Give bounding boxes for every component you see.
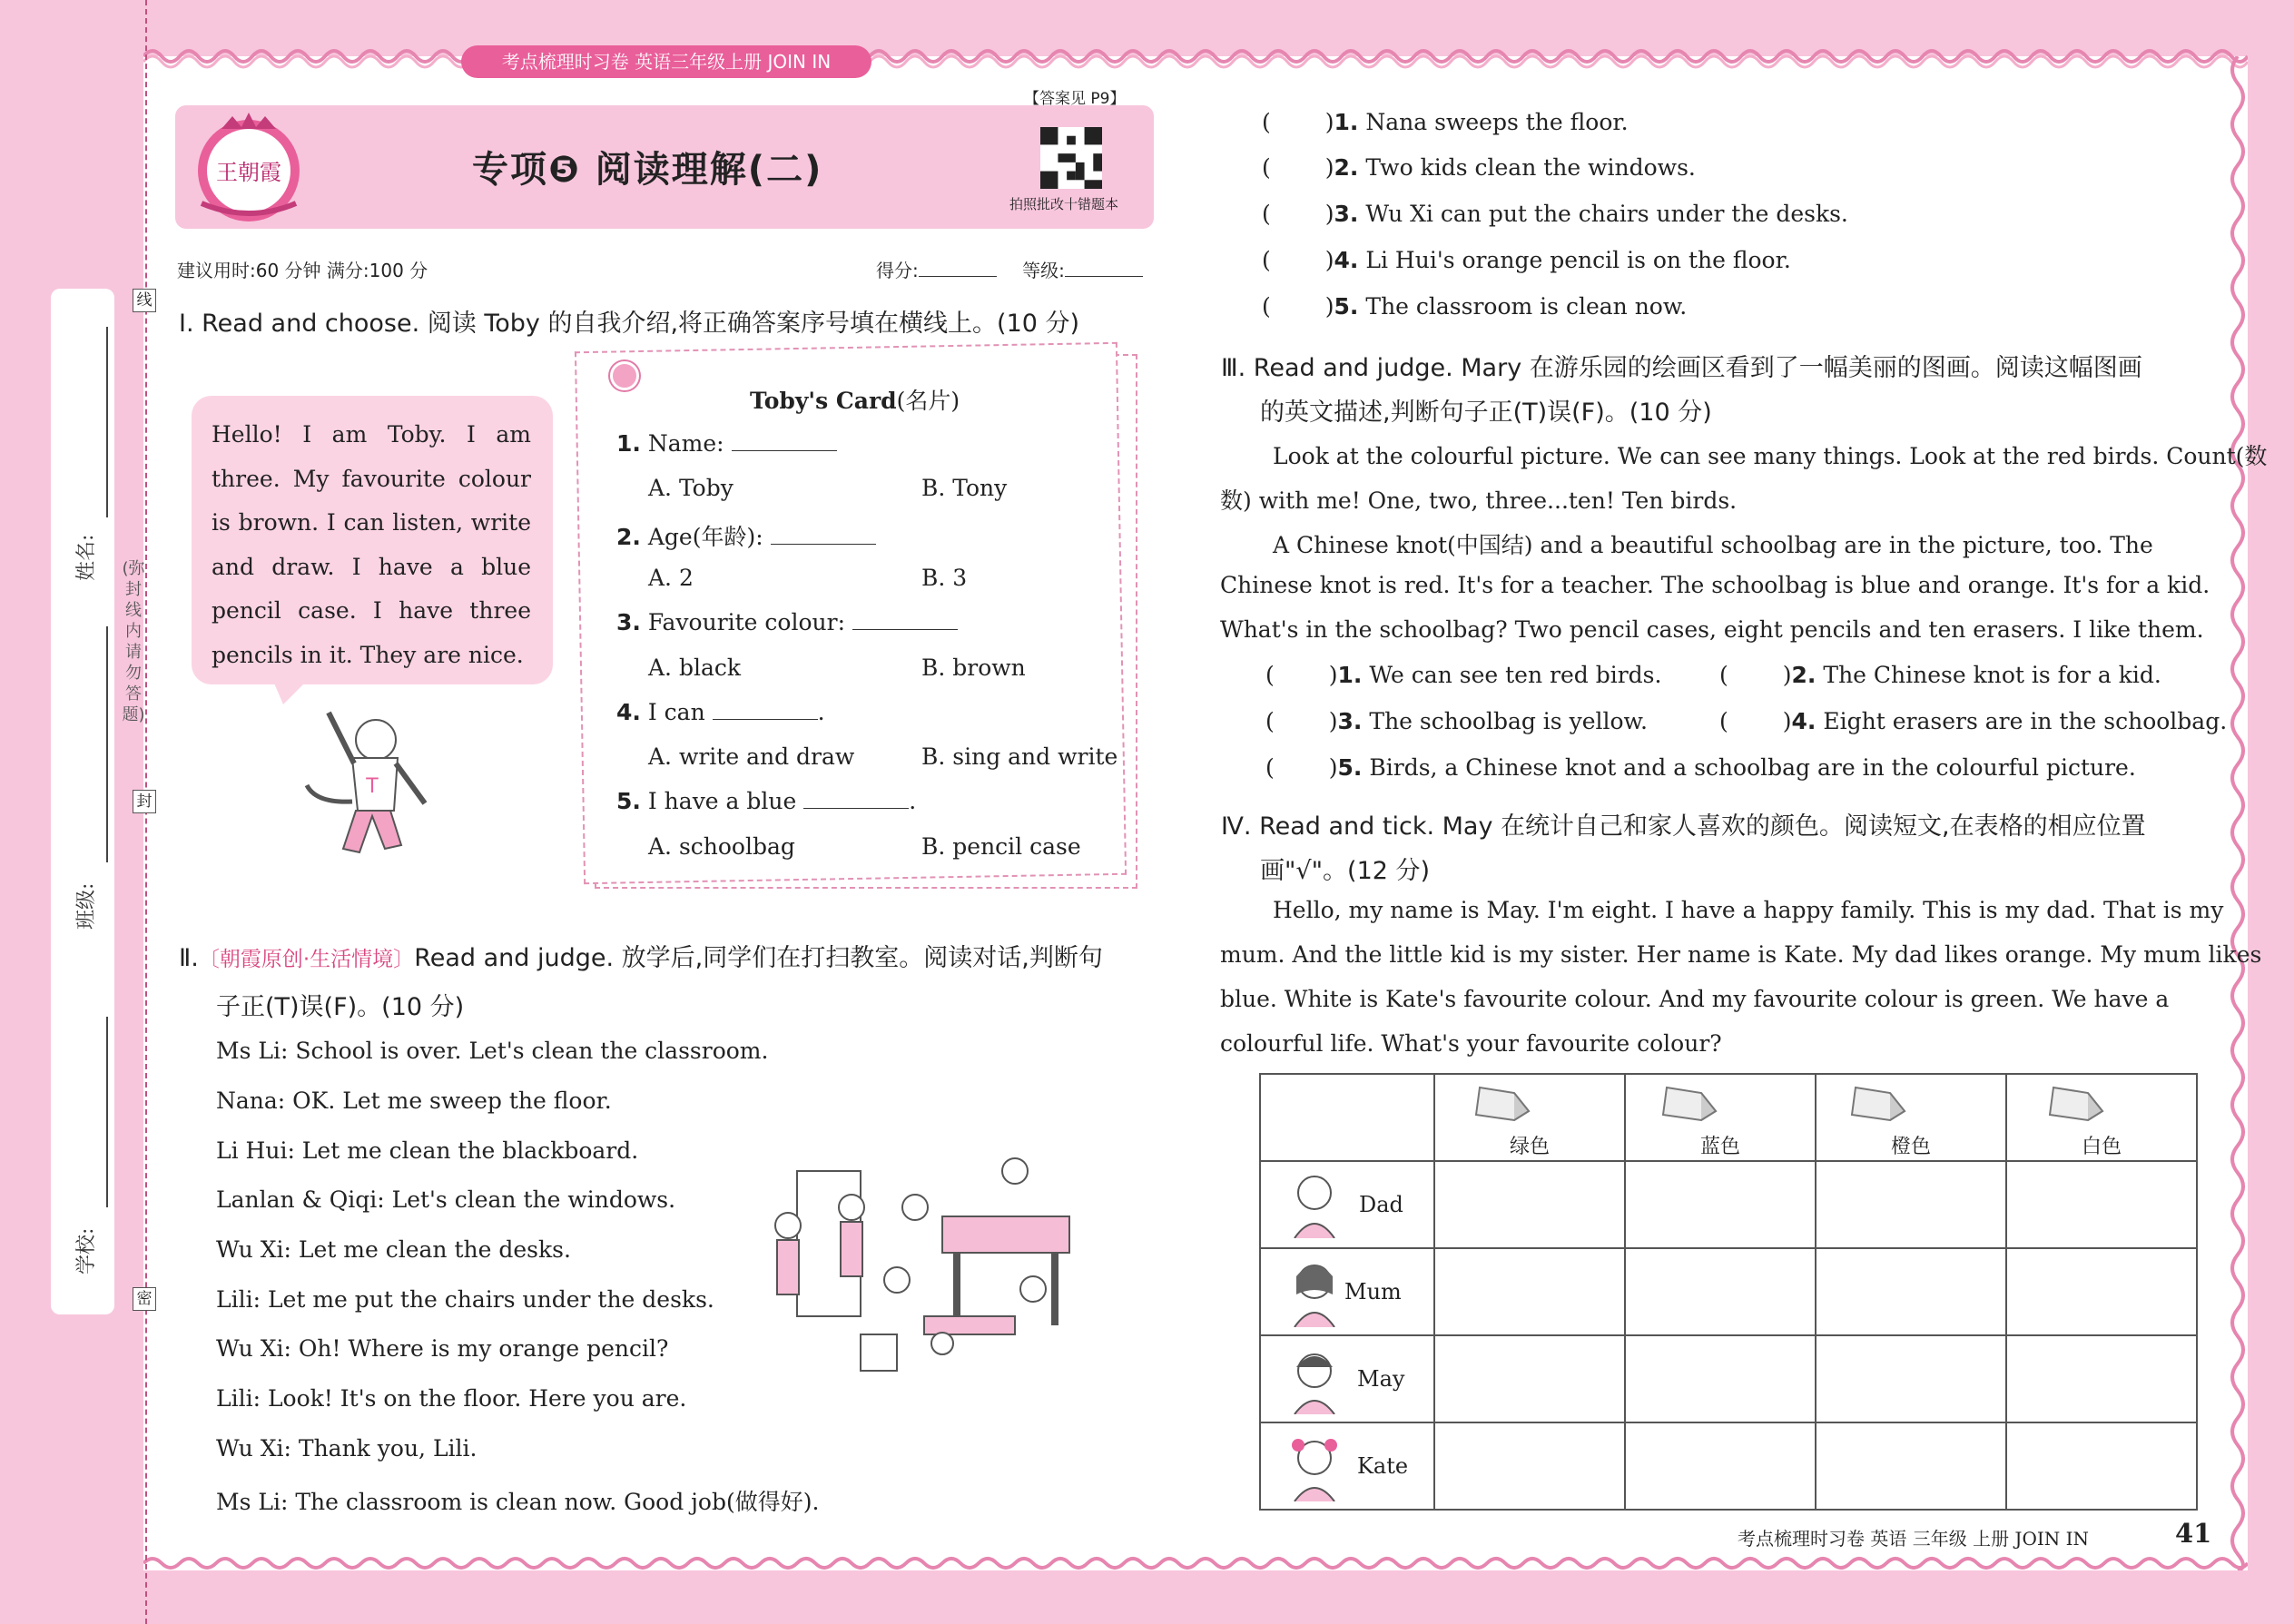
q1-option-a[interactable]: A. Toby — [648, 475, 733, 501]
card-title-note: (名片) — [896, 388, 960, 414]
judge2-text: The classroom is clean now. — [1365, 293, 1688, 320]
page-number: 41 — [2175, 1518, 2212, 1549]
judge3-text: We can see ten red birds. — [1369, 662, 1662, 688]
tick-cell[interactable] — [1434, 1422, 1625, 1510]
q2-stem: Age(年龄): — [647, 524, 771, 550]
class-field-line[interactable] — [106, 626, 108, 862]
table-row — [1260, 1422, 2197, 1510]
grade-blank[interactable] — [1065, 276, 1143, 277]
card-title-text: Toby's Card — [750, 388, 897, 414]
student-info-strip — [51, 289, 114, 1314]
dialogue-line: Ms Li: School is over. Let's clean the classroom. — [216, 1038, 769, 1064]
judge3-num: 1. — [1337, 662, 1363, 688]
judge3-num: 3. — [1337, 708, 1363, 734]
judge3-item-1 — [1265, 662, 1661, 688]
section4-heading: Ⅳ. Read and tick. May 在统计自己和家人喜欢的颜色。阅读短文,在表格的相应位置 — [1221, 812, 2146, 841]
tick-cell[interactable] — [2006, 1248, 2197, 1335]
tick-cell[interactable] — [2006, 1335, 2197, 1422]
judge2-item-4 — [1262, 247, 1791, 273]
section1-heading: Ⅰ. Read and choose. 阅读 Toby 的自我介绍,将正确答案序号填在横线上。(10 分) — [179, 310, 1080, 338]
tick-cell[interactable] — [1434, 1248, 1625, 1335]
score-grade-row — [876, 256, 1143, 282]
dialogue-line: Wu Xi: Thank you, Lili. — [216, 1435, 478, 1462]
card-q4: 4. I can . — [616, 699, 825, 725]
answer-bracket[interactable]: ) — [1324, 154, 1334, 181]
answer-bracket[interactable]: ) — [1328, 708, 1338, 734]
answer-bracket[interactable]: ( — [1719, 708, 1728, 734]
bottom-wave-border — [143, 1554, 2248, 1580]
dialogue-line: Wu Xi: Let me clean the desks. — [216, 1236, 571, 1263]
mark-line: 线 — [133, 289, 156, 312]
column-label: 绿色 — [1509, 1136, 1550, 1158]
judge2-num: 5. — [1334, 293, 1359, 320]
tick-cell[interactable] — [1816, 1335, 2006, 1422]
q3-blank[interactable] — [852, 629, 958, 630]
answer-bracket[interactable]: ) — [1324, 201, 1334, 227]
q4-option-a[interactable]: A. write and draw — [648, 743, 855, 770]
answer-bracket[interactable]: ( — [1719, 662, 1728, 688]
answer-bracket[interactable]: ( — [1262, 293, 1271, 320]
crayon-blue-icon — [1659, 1080, 1723, 1126]
section2-tag: 〔朝霞原创·生活情境〕 — [198, 948, 415, 971]
answer-bracket[interactable]: ) — [1324, 293, 1334, 320]
tick-cell[interactable] — [1625, 1335, 1816, 1422]
answer-bracket[interactable]: ( — [1265, 662, 1275, 688]
q3-num: 3. — [616, 609, 641, 635]
class-label: 班级: — [75, 882, 98, 930]
answer-bracket[interactable]: ) — [1782, 662, 1792, 688]
dialogue-line: Wu Xi: Oh! Where is my orange pencil? — [216, 1335, 669, 1362]
q1-option-b[interactable]: B. Tony — [921, 475, 1008, 501]
answer-bracket[interactable]: ( — [1262, 201, 1271, 227]
judge3-item-4 — [1719, 708, 2227, 734]
q1-stem: Name: — [647, 430, 732, 457]
column-label: 橙色 — [1890, 1136, 1931, 1158]
judge2-num: 1. — [1334, 109, 1359, 135]
dialogue-line: Ms Li: The classroom is clean now. Good job(做得好). — [216, 1489, 820, 1515]
judge3-item-2 — [1719, 662, 2161, 688]
table-row — [1260, 1248, 2197, 1335]
name-field-line[interactable] — [106, 327, 108, 517]
passage4-line: blue. White is Kate's favourite colour. And my favourite colour is green. We have a — [1220, 986, 2170, 1012]
kate-avatar — [1287, 1432, 1342, 1501]
passage4-line: mum. And the little kid is my sister. Her name is Kate. My dad likes orange. My mum likes — [1220, 941, 2262, 968]
name-label: 姓名: — [75, 534, 98, 581]
grade-label: 等级: — [1022, 260, 1065, 281]
judge2-num: 3. — [1334, 201, 1359, 227]
q1-num: 1. — [616, 430, 641, 457]
column-label: 蓝色 — [1699, 1136, 1740, 1158]
q2-num: 2. — [616, 524, 641, 550]
passage3-line: 数) with me! One, two, three...ten! Ten birds. — [1220, 487, 1738, 514]
mum-avatar — [1287, 1258, 1342, 1327]
q2-option-a[interactable]: A. 2 — [648, 565, 694, 591]
time-info: 建议用时:60 分钟 满分:100 分 — [177, 260, 428, 281]
section2-heading-text: Read and judge. 放学后,同学们在打扫教室。阅读对话,判断句 — [414, 944, 1103, 972]
table-row — [1260, 1161, 2197, 1248]
q4-stem: I can — [647, 699, 713, 725]
judge2-text: Two kids clean the windows. — [1365, 154, 1696, 181]
answer-bracket[interactable]: ) — [1324, 247, 1334, 273]
passage4-line: Hello, my name is May. I'm eight. I have a happy family. This is my dad. That is my — [1273, 897, 2224, 923]
answer-bracket[interactable]: ) — [1328, 662, 1338, 688]
q1-blank[interactable] — [732, 450, 837, 451]
answer-bracket[interactable]: ( — [1265, 754, 1275, 781]
judge3-item-3 — [1265, 708, 1648, 734]
publisher-logo — [191, 109, 307, 225]
top-wave-border — [143, 44, 2248, 69]
section3-heading: Ⅲ. Read and judge. Mary 在游乐园的绘画区看到了一幅美丽的图画。阅读这幅图画 — [1221, 354, 2142, 382]
tick-cell[interactable] — [1625, 1161, 1816, 1248]
classroom-cleaning-illustration — [761, 1153, 1088, 1389]
column-label: 白色 — [2081, 1136, 2122, 1158]
passage3-line: A Chinese knot(中国结) and a beautiful schoolbag are in the picture, too. The — [1273, 532, 2153, 558]
judge3-text: The schoolbag is yellow. — [1369, 708, 1648, 734]
seal-notice: (弥封线内请勿答题) — [122, 559, 145, 724]
school-field-line[interactable] — [106, 1017, 108, 1207]
answer-note: 【答案见 P9】 — [1024, 90, 1126, 108]
judge3-num: 5. — [1337, 754, 1363, 781]
answer-bracket[interactable]: ) — [1328, 754, 1338, 781]
row-label: Mum — [1260, 1248, 1434, 1335]
passage4-line: colourful life. What's your favourite colour? — [1220, 1030, 1722, 1057]
dialogue-line: Lanlan & Qiqi: Let's clean the windows. — [216, 1186, 676, 1213]
judge2-text: Nana sweeps the floor. — [1365, 109, 1629, 135]
may-avatar — [1287, 1345, 1342, 1414]
crayon-orange-icon — [1848, 1080, 1912, 1126]
dad-avatar — [1287, 1169, 1342, 1238]
passage3-line: What's in the schoolbag? Two pencil cases, eight pencils and ten erasers. I like them. — [1220, 616, 2204, 643]
section2-heading — [179, 938, 1103, 973]
footer-text: 考点梳理时习卷 英语 三年级 上册 JOIN IN — [1738, 1528, 2090, 1550]
tick-cell[interactable] — [1434, 1335, 1625, 1422]
dialogue-line: Lili: Let me put the chairs under the desks. — [216, 1286, 714, 1313]
crayon-white-icon — [2046, 1080, 2110, 1126]
dialogue-line: Nana: OK. Let me sweep the floor. — [216, 1088, 612, 1114]
card-q5: 5. I have a blue . — [616, 788, 917, 814]
answer-bracket[interactable]: ( — [1262, 247, 1271, 273]
row-label: May — [1260, 1335, 1434, 1422]
q3-option-b[interactable]: B. brown — [921, 655, 1026, 681]
judge2-text: Wu Xi can put the chairs under the desks. — [1365, 201, 1848, 227]
q4-num: 4. — [616, 699, 641, 725]
bubble-tail — [272, 679, 309, 704]
answer-bracket[interactable]: ( — [1265, 708, 1275, 734]
judge3-item-5 — [1265, 754, 2136, 781]
judge2-item-1 — [1262, 109, 1629, 135]
judge2-num: 2. — [1334, 154, 1359, 181]
toby-intro-text: Hello! I am Toby. I am three. My favourite colour is brown. I can listen, write and draw. I have a blue pencil case. I have three pencils in it. They are nice. — [212, 421, 531, 668]
judge2-num: 4. — [1334, 247, 1359, 273]
card-q2 — [616, 519, 876, 552]
logo-text: 王朝霞 — [216, 160, 281, 185]
tick-cell[interactable] — [1816, 1422, 2006, 1510]
judge2-item-3 — [1262, 201, 1848, 227]
q5-option-b[interactable]: B. pencil case — [921, 833, 1081, 860]
dialogue-line: Lili: Look! It's on the floor. Here you are. — [216, 1385, 687, 1412]
judge3-num: 2. — [1791, 662, 1816, 688]
judge3-text: Eight erasers are in the schoolbag. — [1823, 708, 2228, 734]
section2-heading-line2: 子正(T)误(F)。(10 分) — [216, 993, 465, 1021]
tick-cell[interactable] — [1816, 1248, 2006, 1335]
answer-bracket[interactable]: ( — [1262, 154, 1271, 181]
qr-caption: 拍照批改十错题本 — [1009, 196, 1119, 212]
card-q3 — [616, 609, 958, 635]
tick-cell[interactable] — [2006, 1422, 2197, 1510]
section4-heading-line2: 画"√"。(12 分) — [1260, 857, 1431, 885]
judge3-num: 4. — [1791, 708, 1816, 734]
dialogue-line: Li Hui: Let me clean the blackboard. — [216, 1137, 639, 1164]
score-label: 得分: — [876, 260, 919, 281]
q5-option-a[interactable]: A. schoolbag — [648, 833, 795, 860]
q5-stem: I have a blue — [647, 788, 804, 814]
q2-blank[interactable] — [771, 544, 876, 545]
svg-text:T: T — [366, 775, 379, 798]
tick-cell[interactable] — [1625, 1248, 1816, 1335]
corner-cell — [1260, 1074, 1434, 1161]
tick-cell[interactable] — [1434, 1161, 1625, 1248]
tick-cell[interactable] — [1816, 1161, 2006, 1248]
mark-secret: 密 — [133, 1287, 156, 1311]
passage3-line: Look at the colourful picture. We can see many things. Look at the red birds. Count(数 — [1273, 443, 2268, 469]
right-wave-border — [2222, 56, 2253, 1570]
mark-seal: 封 — [133, 790, 156, 813]
answer-bracket[interactable]: ( — [1262, 109, 1271, 135]
tick-cell[interactable] — [2006, 1161, 2197, 1248]
crayon-green-icon — [1472, 1080, 1536, 1126]
judge2-item-2 — [1262, 154, 1696, 181]
q3-option-a[interactable]: A. black — [648, 655, 742, 681]
q5-blank[interactable] — [803, 808, 909, 809]
pin-icon — [610, 361, 639, 390]
judge3-text: The Chinese knot is for a kid. — [1823, 662, 2161, 688]
tick-cell[interactable] — [1625, 1422, 1816, 1510]
answer-bracket[interactable]: ) — [1782, 708, 1792, 734]
section3-heading-line2: 的英文描述,判断句子正(T)误(F)。(10 分) — [1260, 399, 1712, 427]
page-title: 专项❺ 阅读理解(二) — [472, 149, 823, 191]
judge2-item-5 — [1262, 293, 1687, 320]
top-series-tab: 考点梳理时习卷 英语三年级上册 JOIN IN — [461, 45, 871, 78]
tiger-illustration — [289, 704, 443, 867]
qr-code-icon[interactable] — [1040, 127, 1102, 189]
q2-option-b[interactable]: B. 3 — [921, 565, 968, 591]
school-label: 学校: — [75, 1227, 98, 1275]
judge3-text: Birds, a Chinese knot and a schoolbag are in the colourful picture. — [1369, 754, 2136, 781]
section2-num: Ⅱ. — [179, 944, 199, 972]
judge2-text: Li Hui's orange pencil is on the floor. — [1365, 247, 1791, 273]
color-tick-table — [1259, 1073, 2198, 1511]
row-label: Dad — [1260, 1161, 1434, 1248]
card-title — [750, 383, 960, 416]
answer-bracket[interactable]: ) — [1324, 109, 1334, 135]
passage3-line: Chinese knot is red. It's for a teacher. The schoolbag is blue and orange. It's for a kid. — [1220, 572, 2210, 598]
q4-blank[interactable] — [713, 719, 818, 720]
q3-stem: Favourite colour: — [647, 609, 852, 635]
q4-option-b[interactable]: B. sing and write — [921, 743, 1118, 770]
row-label: Kate — [1260, 1422, 1434, 1510]
card-q1 — [616, 430, 837, 457]
score-blank[interactable] — [919, 276, 997, 277]
table-row — [1260, 1335, 2197, 1422]
q5-num: 5. — [616, 788, 641, 814]
